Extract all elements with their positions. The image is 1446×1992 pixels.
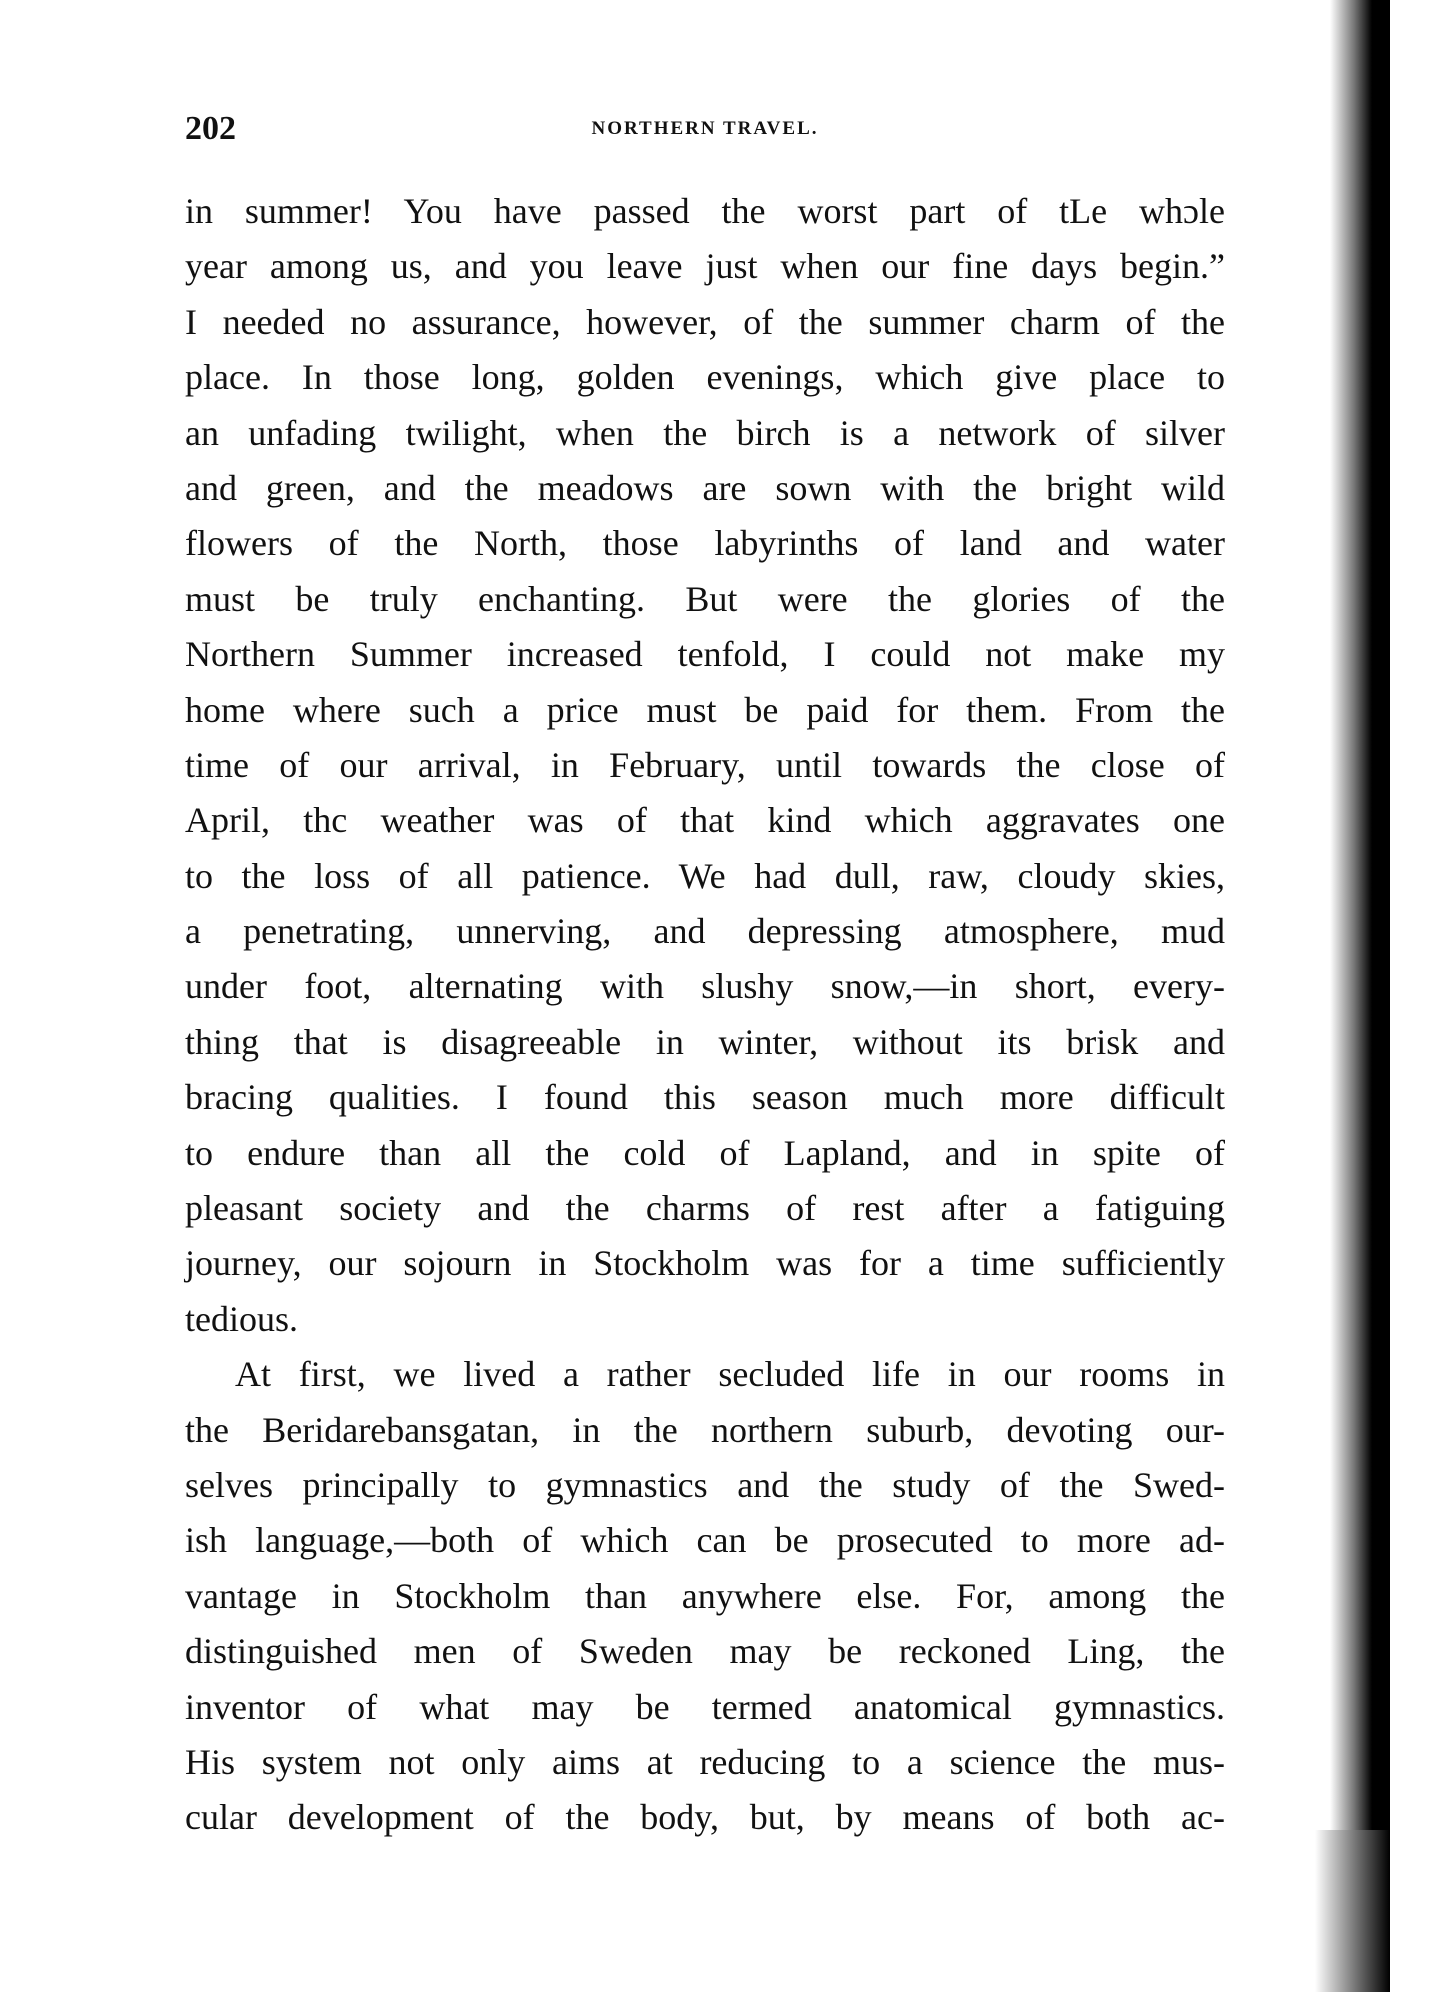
text-line: April, thc weather was of that kind which aggravates one	[185, 800, 1225, 841]
text-line: thing that is disagreeable in winter, without its brisk and	[185, 1021, 1225, 1062]
text-line: tedious.	[185, 1298, 298, 1339]
text-line: cular development of the body, but, by means of both ac-	[185, 1797, 1225, 1838]
page-gutter-shadow	[1330, 0, 1390, 1992]
text-line: place. In those long, golden evenings, which give place to	[185, 357, 1225, 398]
page-gutter-shadow-bottom	[1315, 1830, 1390, 1992]
text-line: At first, we lived a rather secluded life in our rooms in	[235, 1354, 1225, 1395]
text-line: selves principally to gymnastics and the study of the Swed-	[185, 1464, 1225, 1505]
text-line: home where such a price must be paid for them. From the	[185, 689, 1225, 730]
text-line: an unfading twilight, when the birch is a network of silver	[185, 412, 1225, 453]
text-line: a penetrating, unnerving, and depressing atmosphere, mud	[185, 911, 1225, 952]
text-line: the Beridarebansgatan, in the northern suburb, devoting our-	[185, 1409, 1225, 1450]
text-line: in summer! You have passed the worst part of tLe whɔle	[185, 191, 1225, 231]
text-line: His system not only aims at reducing to a science the mus-	[185, 1741, 1225, 1782]
text-line: pleasant society and the charms of rest after a fatiguing	[185, 1188, 1225, 1229]
text-line: and green, and the meadows are sown with the bright wild	[185, 467, 1225, 508]
page-header	[185, 110, 1225, 150]
running-head: NORTHERN TRAVEL.	[591, 118, 819, 139]
text-line: time of our arrival, in February, until towards the close of	[185, 744, 1225, 785]
text-line: ish language,—both of which can be prosecuted to more ad-	[185, 1520, 1225, 1561]
text-line: distinguished men of Sweden may be reckoned Ling, the	[185, 1631, 1225, 1672]
text-line: inventor of what may be termed anatomical gymnastics.	[185, 1686, 1225, 1727]
page-body	[185, 184, 1225, 1846]
text-line: journey, our sojourn in Stockholm was for a time sufficiently	[185, 1243, 1225, 1284]
text-line: under foot, alternating with slushy snow,—in short, every-	[185, 966, 1225, 1007]
text-line: flowers of the North, those labyrinths of land and water	[185, 523, 1225, 564]
text-line: vantage in Stockholm than anywhere else. For, among the	[185, 1575, 1225, 1616]
text-line: bracing qualities. I found this season much more difficult	[185, 1077, 1225, 1118]
text-line: must be truly enchanting. But were the glories of the	[185, 578, 1225, 619]
text-line: Northern Summer increased tenfold, I could not make my	[185, 634, 1225, 675]
text-line: year among us, and you leave just when our fine days begin.”	[185, 246, 1225, 287]
text-line: I needed no assurance, however, of the summer charm of the	[185, 301, 1225, 342]
text-line: to endure than all the cold of Lapland, and in spite of	[185, 1132, 1225, 1173]
page-number: 202	[185, 110, 236, 147]
text-line: to the loss of all patience. We had dull, raw, cloudy skies,	[185, 855, 1225, 896]
